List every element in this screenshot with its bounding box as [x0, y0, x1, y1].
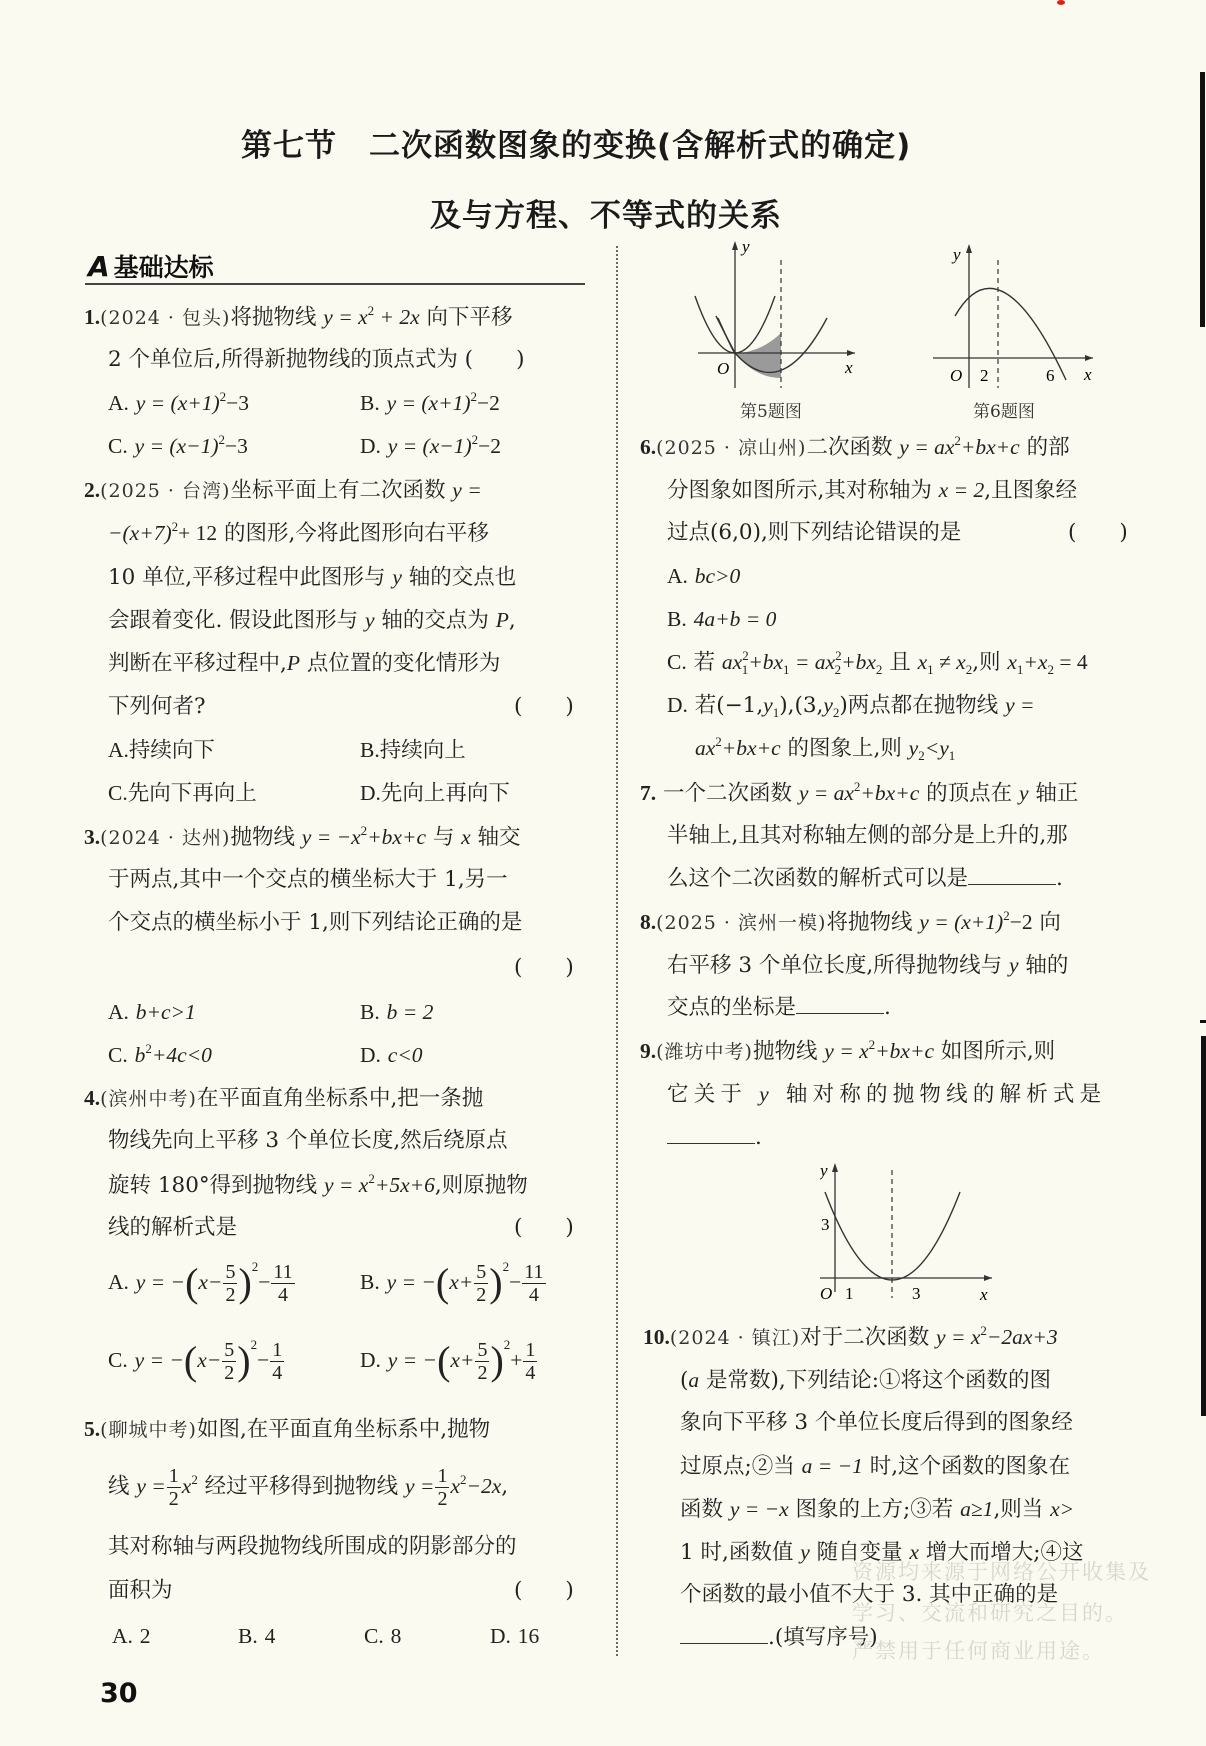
- q9-line-1: 9.(潍坊中考)抛物线 $y = x^2+bx+c$ 如图所示,则: [640, 1037, 1056, 1064]
- y-label: y: [742, 238, 750, 256]
- q3-line-2: 于两点,其中一个交点的横坐标大于 1,另一: [108, 867, 508, 892]
- q5-line-3: 其对称轴与两段抛物线所围成的阴影部分的: [108, 1534, 517, 1559]
- q2-line-4: 会跟着变化. 假设此图形与 y 轴的交点为 P,: [108, 608, 516, 633]
- page-number: 30: [100, 1678, 138, 1709]
- option-d[interactable]: D. 16: [490, 1624, 540, 1648]
- q4-line-2: 物线先向上平移 3 个单位长度,然后绕原点: [108, 1128, 508, 1153]
- option-c[interactable]: C. $b^2+4c<0$: [108, 1041, 212, 1067]
- fraction: $\frac{5}{2}$: [225, 1260, 236, 1306]
- q8-line-1: 8.(2025 · 滨州一模)将抛物线 $y = (x+1)^2-2$ 向: [640, 908, 1061, 935]
- q8-line-3: 交点的坐标是 .: [667, 995, 891, 1020]
- answer-bracket[interactable]: ( ): [514, 694, 574, 719]
- fraction: $\frac{1}{4}$: [272, 1338, 283, 1384]
- q2-line-5: 判断在平移过程中,P 点位置的变化情形为: [108, 651, 501, 676]
- fraction: $\frac{1}{2}$: [168, 1464, 179, 1510]
- page-edge-bar-top: [1200, 72, 1205, 327]
- q8-line-2: 右平移 3 个单位长度,所得抛物线与 y 轴的: [667, 953, 1069, 978]
- x-label: x: [845, 358, 853, 377]
- option-a[interactable]: A. y = −(x− $\frac{5}{2}$ )$^2$− $\frac{11}{4}$: [108, 1259, 293, 1306]
- tick-label-6: 6: [1046, 366, 1055, 385]
- q4-line-4: 线的解析式是: [108, 1215, 238, 1240]
- q7-line-1: 7. 一个二次函数 $y = ax^2+bx+c$ 的顶点在 y 轴正: [640, 779, 1079, 806]
- q10-line-8: .(填写序号): [680, 1623, 878, 1653]
- q3-line-1: 3.(2024 · 达州)抛物线 $y = -x^2+bx+c$ 与 x 轴交: [84, 823, 521, 850]
- answer-blank[interactable]: [680, 1623, 768, 1644]
- answer-bracket[interactable]: ( ): [514, 955, 574, 980]
- option-a[interactable]: A. b+c>1: [108, 1000, 196, 1024]
- option-c[interactable]: C.先向下再向上: [108, 781, 257, 806]
- y-label: y: [953, 245, 961, 264]
- fraction: $\frac{5}{2}$: [476, 1260, 487, 1306]
- option-d-line-2: $ax^2+bx+c$ 的图象上,则 $y_2<y_1$: [695, 734, 956, 763]
- x-axis-arrow: [1085, 355, 1093, 361]
- page-edge-bar-bottom: [1201, 1036, 1206, 1416]
- tick-label-y3: 3: [821, 1215, 830, 1234]
- option-a[interactable]: A. bc>0: [667, 564, 741, 588]
- origin-label: O: [717, 359, 730, 378]
- x-label: x: [980, 1285, 988, 1300]
- figure-5-caption: 第5题图: [740, 402, 802, 422]
- q2-line-6: 下列何者?: [108, 694, 206, 719]
- option-b[interactable]: B. 4: [238, 1624, 276, 1648]
- option-a[interactable]: A.持续向下: [108, 738, 215, 763]
- q6-line-1: 6.(2025 · 凉山州)二次函数 $y = ax^2+bx+c$ 的部: [640, 433, 1070, 460]
- q6-line-2: 分图象如图所示,其对称轴为 x = 2,且图象经: [667, 478, 1078, 503]
- q5-line-1: 5.(聊城中考)如图,在平面直角坐标系中,抛物: [84, 1417, 491, 1442]
- q10-line-1: 10.(2024 · 镇江)对于二次函数 $y = x^2-2ax+3$: [643, 1323, 1058, 1350]
- option-b[interactable]: B. b = 2: [360, 1000, 434, 1024]
- tick-label-2: 2: [980, 366, 989, 385]
- section-rule: [85, 283, 585, 285]
- q2-line-1: 2.(2025 · 台湾)坐标平面上有二次函数 y =: [84, 478, 482, 503]
- q10-line-4: 过原点;②当 a = −1 时,这个函数的图象在: [680, 1454, 1071, 1479]
- q9-line-2: 它关于 y 轴对称的抛物线的解析式是: [667, 1082, 1107, 1107]
- q5-line-4: 面积为: [108, 1578, 173, 1603]
- option-c[interactable]: C. 8: [364, 1624, 402, 1648]
- q4-line-3: 旋转 180°得到抛物线 $y = x^2+5x+6$,则原抛物: [108, 1171, 528, 1198]
- y-axis-arrow: [966, 244, 972, 253]
- watermark-line-2: 学习、交流和研究之目的。: [852, 1601, 1128, 1625]
- origin-label: O: [820, 1284, 833, 1300]
- option-d[interactable]: D. c<0: [360, 1043, 423, 1067]
- option-b[interactable]: B. y = −(x+ $\frac{5}{2}$ )$^2$− $\frac{11}{4}$: [360, 1259, 544, 1306]
- answer-blank[interactable]: [796, 993, 884, 1014]
- page-edge-tick: [1200, 1020, 1206, 1023]
- shaded-region: [735, 333, 781, 378]
- q9-line-3: .: [667, 1123, 762, 1153]
- option-b[interactable]: B.持续向上: [360, 738, 466, 763]
- x-axis-arrow: [984, 1275, 992, 1281]
- question-source: (2024 · 包头): [100, 307, 231, 329]
- page-subtitle: 及与方程、不等式的关系: [430, 198, 782, 234]
- answer-blank[interactable]: [968, 864, 1056, 885]
- option-d[interactable]: D.先向上再向下: [360, 781, 510, 806]
- parabola-shifted-left: [716, 316, 735, 353]
- page-title: 第七节 二次函数图象的变换(含解析式的确定): [241, 128, 912, 164]
- tick-label-x3: 3: [912, 1284, 921, 1300]
- origin-label: O: [950, 366, 963, 385]
- figure-6: [928, 238, 1098, 388]
- red-corner-mark: [1057, 0, 1065, 5]
- option-a[interactable]: A. $y = (x+1)^2-3$: [108, 389, 250, 415]
- q10-line-7: 个函数的最小值不大于 3. 其中正确的是: [680, 1582, 1059, 1607]
- watermark-line-3: 严禁用于任何商业用途。: [852, 1639, 1105, 1663]
- option-b[interactable]: B. $y = (x+1)^2-2$: [360, 389, 500, 415]
- q1-line-2: 2 个单位后,所得新抛物线的顶点式为 ( ): [108, 347, 525, 372]
- fraction: $\frac{5}{2}$: [224, 1338, 235, 1384]
- tick-label-x1: 1: [845, 1284, 854, 1300]
- q2-line-2: $-(x+7)^2+ 12$ 的图形,今将此图形向右平移: [108, 519, 489, 546]
- figure-6-caption: 第6题图: [973, 402, 1035, 422]
- option-c[interactable]: C. y = −(x− $\frac{5}{2}$ )$^2$− $\frac{1}{4}$: [108, 1337, 283, 1384]
- section-label: 基础达标: [113, 253, 214, 282]
- option-d[interactable]: D. 若$(-1,y_1),(3,y_2)$两点都在抛物线 y =: [667, 693, 1035, 720]
- section-letter: A: [88, 250, 110, 283]
- column-divider: [616, 246, 618, 1656]
- fraction: $\frac{5}{2}$: [477, 1338, 488, 1384]
- answer-bracket[interactable]: ( ): [514, 1215, 574, 1240]
- answer-bracket[interactable]: ( ): [514, 1578, 574, 1603]
- q7-line-3: 么这个二次函数的解析式可以是 .: [667, 866, 1063, 891]
- x-label: x: [1084, 365, 1092, 384]
- watermark-line-1: 资源均来源于网络公开收集及: [852, 1560, 1151, 1584]
- answer-blank[interactable]: [667, 1123, 755, 1144]
- question-number: 1.: [84, 305, 101, 329]
- y-axis-arrow: [732, 241, 738, 250]
- option-c[interactable]: C. 若 $ax^2_1+bx_1 = ax^2_2+bx_2$ 且 $x_1 \ne x_2$,则 $x_1+x_2 = 4$: [667, 648, 1088, 677]
- q7-line-2: 半轴上,且其对称轴左侧的部分是上升的,那: [667, 823, 1068, 848]
- q2-line-3: 10 单位,平移过程中此图形与 y 轴的交点也: [108, 565, 517, 590]
- fraction: $\frac{11}{4}$: [524, 1260, 544, 1306]
- option-c[interactable]: C. $y = (x-1)^2-3$: [108, 432, 248, 458]
- q10-line-3: 象向下平移 3 个单位长度后得到的图象经: [680, 1410, 1073, 1435]
- y-axis-arrow: [832, 1163, 838, 1172]
- q1-line-1: 1.(2024 · 包头)将抛物线 $y = x^2 + 2x$ 向下平移: [84, 303, 513, 330]
- q5-line-2: 线 y = $\frac{1}{2}$ $x^2$ 经过平移得到抛物线 y = $\frac{1}{2}$ $x^2-2x$,: [108, 1464, 509, 1510]
- answer-bracket[interactable]: ( ): [1068, 520, 1128, 545]
- q4-line-1: 4.(滨州中考)在平面直角坐标系中,把一条抛: [84, 1086, 484, 1111]
- figure-5: [690, 238, 860, 388]
- option-d[interactable]: D. y = −(x+ $\frac{5}{2}$ )$^2$+ $\frac{1}{4}$: [360, 1337, 536, 1384]
- section-heading: [88, 248, 214, 284]
- q3-line-3: 个交点的横坐标小于 1,则下列结论正确的是: [108, 910, 523, 935]
- fraction: $\frac{1}{2}$: [437, 1464, 448, 1510]
- q10-line-2: (a 是常数),下列结论:①将这个函数的图: [680, 1368, 1051, 1393]
- option-d[interactable]: D. $y = (x-1)^2-2$: [360, 432, 502, 458]
- option-a[interactable]: A. 2: [112, 1624, 151, 1648]
- q10-line-5: 函数 y = −x 图象的上方;③若 a≥1,则当 x>: [680, 1497, 1075, 1522]
- x-axis-arrow: [847, 350, 855, 356]
- fraction: $\frac{1}{4}$: [525, 1338, 536, 1384]
- option-b[interactable]: B. 4a+b = 0: [667, 607, 777, 631]
- y-label: y: [820, 1161, 828, 1180]
- fraction: $\frac{11}{4}$: [273, 1260, 293, 1306]
- q10-line-6: 1 时,函数值 y 随自变量 x 增大而增大;④这: [680, 1540, 1084, 1565]
- q6-line-3: 过点(6,0),则下列结论错误的是: [667, 520, 962, 545]
- figure-9: [820, 1160, 995, 1300]
